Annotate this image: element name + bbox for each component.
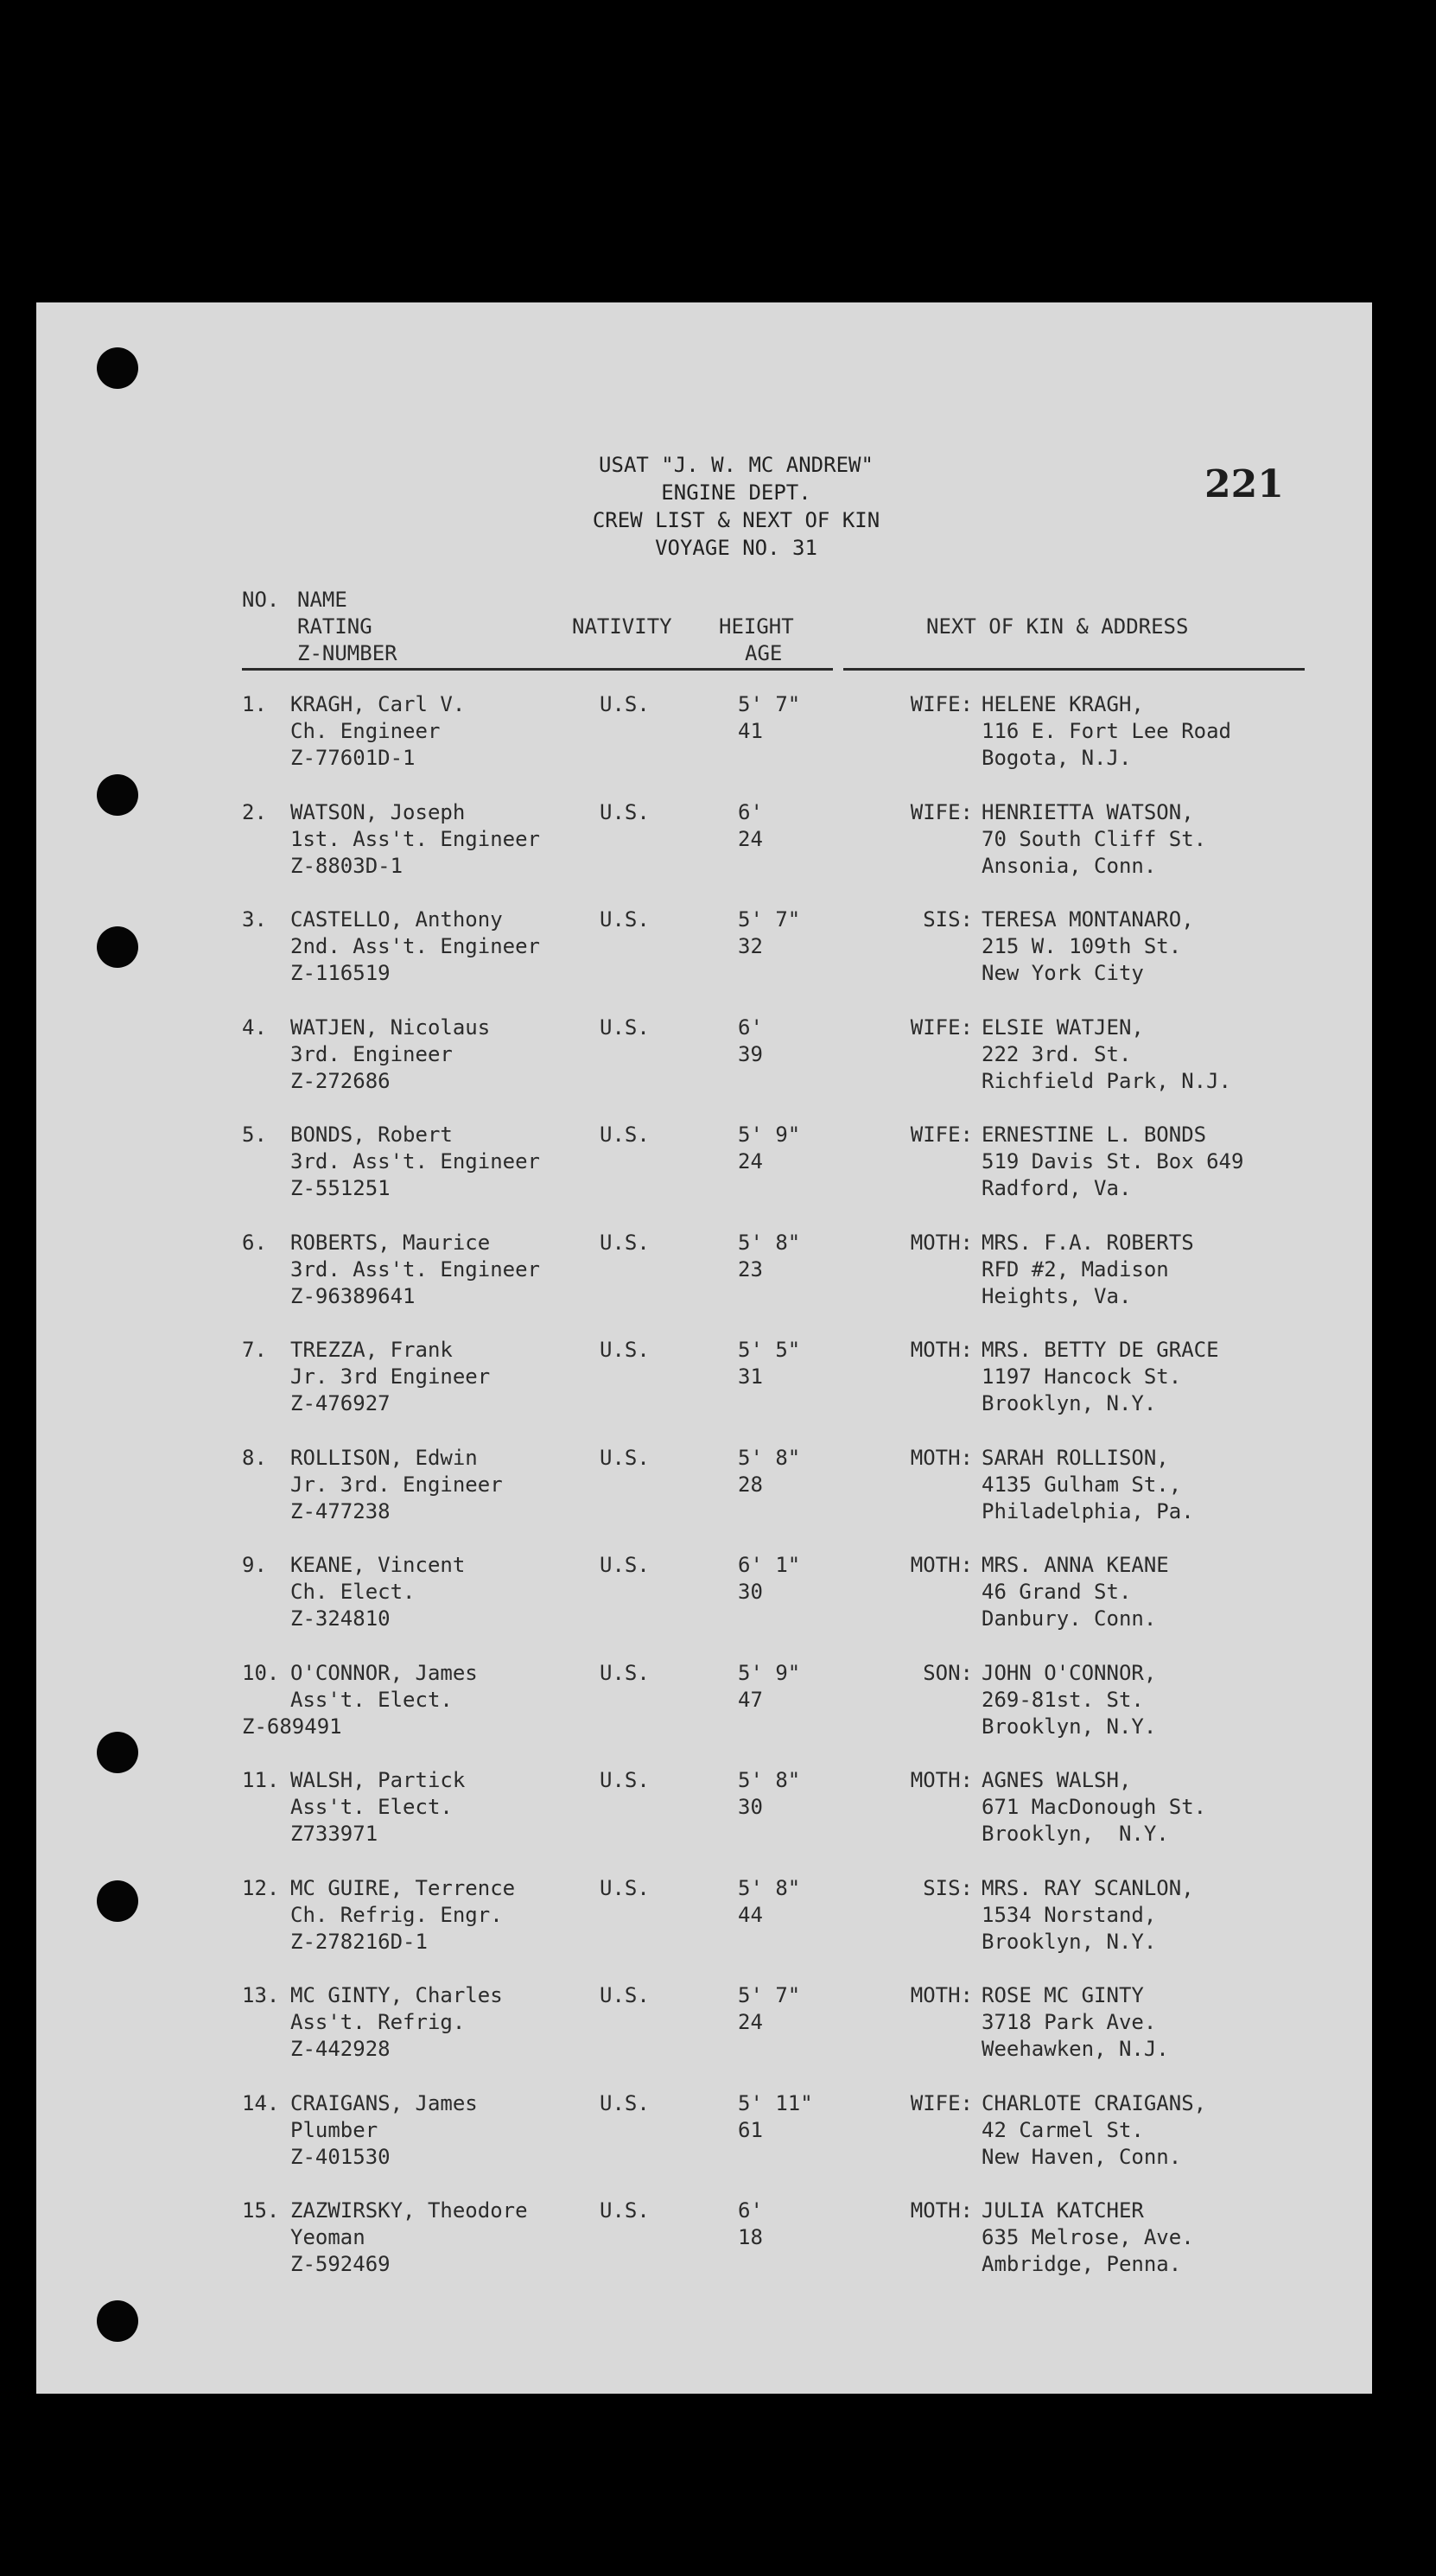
kin-name: HENRIETTA WATSON, (982, 799, 1194, 824)
kin-name: ROSE MC GINTY (982, 1983, 1144, 2007)
crew-height: 5' 8" (738, 1768, 801, 1792)
crew-height: 5' 9" (738, 1660, 801, 1685)
kin-city: Brooklyn, N.Y. (982, 1391, 1157, 1415)
entry-number: 4. (242, 1014, 267, 1040)
crew-entry (36, 1445, 1372, 1552)
kin-address-line: 70 South Cliff St. (982, 826, 1207, 851)
entry-number: 2. (242, 799, 267, 824)
crew-name: ZAZWIRSKY, Theodore (290, 2198, 528, 2223)
kin-name: AGNES WALSH, (982, 1768, 1132, 1792)
kin-name: TERESA MONTANARO, (982, 907, 1194, 932)
crew-z-number: Z-689491 (242, 1714, 342, 1739)
crew-nativity: U.S. (600, 1338, 650, 1362)
crew-nativity: U.S. (600, 1445, 650, 1470)
kin-relation: WIFE: (910, 799, 973, 824)
crew-nativity: U.S. (600, 1230, 650, 1255)
crew-z-number: Z-8803D-1 (290, 853, 403, 878)
kin-address-line: 46 Grand St. (982, 1580, 1132, 1604)
entry-number: 11. (242, 1768, 280, 1792)
entry-number: 3. (242, 907, 267, 932)
kin-name: MRS. ANNA KEANE (982, 1553, 1169, 1577)
kin-relation: WIFE: (910, 2090, 973, 2115)
crew-rating: 3rd. Ass't. Engineer (290, 1256, 540, 1282)
crew-age: 39 (738, 1041, 763, 1066)
crew-height: 6' (738, 799, 763, 824)
crew-nativity: U.S. (600, 2198, 650, 2223)
crew-height: 5' 8" (738, 1445, 801, 1470)
kin-city: Heights, Va. (982, 1283, 1132, 1308)
crew-entry (36, 799, 1372, 906)
crew-z-number: Z-477238 (290, 1498, 391, 1523)
crew-name: BONDS, Robert (290, 1123, 453, 1147)
crew-age: 18 (738, 2225, 763, 2249)
crew-z-number: Z-324810 (290, 1606, 391, 1631)
entry-number: 9. (242, 1553, 267, 1577)
kin-name: MRS. RAY SCANLON, (982, 1875, 1194, 1900)
crew-height: 5' 7" (738, 1983, 801, 2007)
entry-number: 8. (242, 1445, 267, 1470)
crew-age: 23 (738, 1256, 763, 1282)
crew-age: 30 (738, 1580, 763, 1604)
col-no-header: NO. (242, 588, 280, 612)
kin-relation: MOTH: (910, 1553, 973, 1577)
kin-address-line: 269-81st. St. (982, 1687, 1144, 1712)
crew-nativity: U.S. (600, 907, 650, 932)
crew-entry (36, 906, 1372, 1014)
header-rule-gap (833, 665, 843, 673)
crew-age: 24 (738, 826, 763, 851)
col-rating-header: RATING (297, 614, 372, 639)
crew-name: CRAIGANS, James (290, 2090, 478, 2115)
crew-age: 24 (738, 2010, 763, 2034)
crew-z-number: Z-272686 (290, 1068, 391, 1093)
kin-address-line: 635 Melrose, Ave. (982, 2225, 1194, 2249)
kin-address-line: 3718 Park Ave. (982, 2010, 1157, 2034)
crew-age: 61 (738, 2117, 763, 2142)
crew-nativity: U.S. (600, 1875, 650, 1900)
crew-age: 31 (738, 1364, 763, 1389)
crew-name: WATSON, Joseph (290, 799, 466, 824)
col-next-of-kin-header: NEXT OF KIN & ADDRESS (926, 614, 1189, 639)
crew-z-number: Z-278216D-1 (290, 1929, 428, 1954)
crew-nativity: U.S. (600, 692, 650, 716)
crew-height: 5' 11" (738, 2090, 813, 2115)
crew-height: 5' 7" (738, 692, 801, 716)
crew-z-number: Z-442928 (290, 2037, 391, 2061)
crew-entry (36, 1230, 1372, 1337)
crew-name: ROLLISON, Edwin (290, 1445, 478, 1470)
kin-city: Weehawken, N.J. (982, 2037, 1169, 2061)
kin-relation: WIFE: (910, 692, 973, 716)
crew-entry (36, 1552, 1372, 1659)
page-number: 221 (1204, 462, 1284, 506)
kin-address-line: 1534 Norstand, (982, 1902, 1157, 1927)
kin-relation: WIFE: (910, 1014, 973, 1040)
crew-z-number: Z-551251 (290, 1176, 391, 1200)
kin-relation: MOTH: (910, 1768, 973, 1792)
entry-number: 1. (242, 692, 267, 716)
kin-name: HELENE KRAGH, (982, 692, 1144, 716)
entry-number: 6. (242, 1230, 267, 1255)
crew-rating: 3rd. Ass't. Engineer (290, 1149, 540, 1174)
entry-number: 5. (242, 1123, 267, 1147)
entry-number: 15. (242, 2198, 280, 2223)
kin-relation: MOTH: (910, 1230, 973, 1255)
crew-rating: Ch. Elect. (290, 1580, 416, 1604)
entry-number: 12. (242, 1875, 280, 1900)
entry-number: 14. (242, 2090, 280, 2115)
crew-rating: Plumber (290, 2117, 378, 2142)
header-rule (242, 668, 1305, 671)
crew-name: ROBERTS, Maurice (290, 1230, 491, 1255)
kin-address-line: 215 W. 109th St. (982, 934, 1182, 958)
crew-entry (36, 1660, 1372, 1767)
crew-nativity: U.S. (600, 1983, 650, 2007)
header-department: ENGINE DEPT. (661, 480, 811, 505)
crew-height: 6' (738, 2198, 763, 2223)
kin-name: ERNESTINE L. BONDS (982, 1123, 1207, 1147)
header-list-title: CREW LIST & NEXT OF KIN (592, 508, 880, 532)
crew-z-number: Z-476927 (290, 1391, 391, 1415)
crew-nativity: U.S. (600, 1014, 650, 1040)
crew-rating: Ass't. Refrig. (290, 2010, 466, 2034)
kin-name: MRS. F.A. ROBERTS (982, 1230, 1194, 1255)
kin-city: New York City (982, 961, 1144, 985)
crew-name: WALSH, Partick (290, 1768, 466, 1792)
col-age-header: AGE (745, 641, 783, 665)
crew-height: 5' 8" (738, 1230, 801, 1255)
crew-nativity: U.S. (600, 799, 650, 824)
crew-height: 5' 8" (738, 1875, 801, 1900)
crew-name: WATJEN, Nicolaus (290, 1014, 491, 1040)
kin-name: ELSIE WATJEN, (982, 1014, 1144, 1040)
kin-relation: MOTH: (910, 1338, 973, 1362)
crew-rating: Jr. 3rd Engineer (290, 1364, 491, 1389)
kin-name: SARAH ROLLISON, (982, 1445, 1169, 1470)
kin-name: MRS. BETTY DE GRACE (982, 1338, 1219, 1362)
kin-relation: MOTH: (910, 1983, 973, 2007)
kin-city: Bogota, N.J. (982, 746, 1132, 770)
punch-hole-1 (97, 347, 138, 389)
crew-entry (36, 2090, 1372, 2198)
crew-age: 28 (738, 1472, 763, 1497)
crew-name: O'CONNOR, James (290, 1660, 478, 1685)
crew-rating: Jr. 3rd. Engineer (290, 1472, 503, 1497)
crew-name: MC GINTY, Charles (290, 1983, 503, 2007)
crew-z-number: Z-116519 (290, 961, 391, 985)
crew-entry (36, 1875, 1372, 1982)
crew-entry (36, 1122, 1372, 1229)
crew-rating: Ch. Engineer (290, 719, 441, 743)
kin-relation: SIS: (923, 907, 973, 932)
crew-entry (36, 1767, 1372, 1874)
kin-address-line: RFD #2, Madison (982, 1256, 1169, 1282)
kin-address-line: 1197 Hancock St. (982, 1364, 1182, 1389)
crew-z-number: Z733971 (290, 1822, 378, 1846)
crew-name: KEANE, Vincent (290, 1553, 466, 1577)
kin-city: Richfield Park, N.J. (982, 1068, 1231, 1093)
col-nativity-header: NATIVITY (572, 614, 672, 639)
crew-entry (36, 1337, 1372, 1444)
crew-rating: 3rd. Engineer (290, 1041, 453, 1066)
punch-hole-6 (97, 2300, 138, 2342)
crew-nativity: U.S. (600, 1768, 650, 1792)
col-height-header: HEIGHT (719, 614, 794, 639)
crew-rating: Ch. Refrig. Engr. (290, 1902, 503, 1927)
kin-city: Brooklyn, N.Y. (982, 1929, 1157, 1954)
crew-rating: Ass't. Elect. (290, 1795, 453, 1819)
crew-entry (36, 691, 1372, 798)
kin-city: Philadelphia, Pa. (982, 1498, 1194, 1523)
header-vessel: USAT "J. W. MC ANDREW" (599, 453, 874, 477)
crew-z-number: Z-592469 (290, 2252, 391, 2276)
kin-relation: SON: (923, 1660, 973, 1685)
crew-z-number: Z-77601D-1 (290, 746, 416, 770)
crew-age: 24 (738, 1149, 763, 1174)
crew-age: 32 (738, 934, 763, 958)
crew-height: 5' 9" (738, 1123, 801, 1147)
crew-rating: Ass't. Elect. (290, 1687, 453, 1712)
kin-address-line: 222 3rd. St. (982, 1041, 1132, 1066)
crew-nativity: U.S. (600, 1553, 650, 1577)
kin-city: Ansonia, Conn. (982, 853, 1157, 878)
kin-address-line: 116 E. Fort Lee Road (982, 719, 1231, 743)
crew-name: KRAGH, Carl V. (290, 692, 466, 716)
kin-relation: WIFE: (910, 1123, 973, 1147)
kin-relation: MOTH: (910, 1445, 973, 1470)
kin-name: JULIA KATCHER (982, 2198, 1144, 2223)
crew-height: 6' 1" (738, 1553, 801, 1577)
kin-name: CHARLOTE CRAIGANS, (982, 2090, 1207, 2115)
crew-nativity: U.S. (600, 1123, 650, 1147)
crew-age: 47 (738, 1687, 763, 1712)
kin-name: JOHN O'CONNOR, (982, 1660, 1157, 1685)
crew-height: 5' 5" (738, 1338, 801, 1362)
kin-city: Danbury. Conn. (982, 1606, 1157, 1631)
entry-number: 13. (242, 1983, 280, 2007)
crew-rating: 1st. Ass't. Engineer (290, 826, 540, 851)
document-page (36, 302, 1372, 2394)
crew-age: 30 (738, 1795, 763, 1819)
crew-height: 5' 7" (738, 907, 801, 932)
crew-entry (36, 1014, 1372, 1122)
kin-address-line: 519 Davis St. Box 649 (982, 1149, 1244, 1174)
kin-city: Radford, Va. (982, 1176, 1132, 1200)
kin-city: Brooklyn, N.Y. (982, 1714, 1157, 1739)
crew-name: CASTELLO, Anthony (290, 907, 503, 932)
crew-z-number: Z-401530 (290, 2144, 391, 2169)
kin-address-line: 42 Carmel St. (982, 2117, 1144, 2142)
crew-name: MC GUIRE, Terrence (290, 1875, 516, 1900)
kin-city: Brooklyn, N.Y. (982, 1822, 1169, 1846)
crew-height: 6' (738, 1014, 763, 1040)
crew-name: TREZZA, Frank (290, 1338, 453, 1362)
crew-age: 44 (738, 1902, 763, 1927)
entry-number: 10. (242, 1660, 280, 1685)
kin-city: Ambridge, Penna. (982, 2252, 1182, 2276)
kin-relation: SIS: (923, 1875, 973, 1900)
kin-city: New Haven, Conn. (982, 2144, 1182, 2169)
header-voyage: VOYAGE NO. 31 (655, 536, 817, 560)
crew-z-number: Z-96389641 (290, 1283, 416, 1308)
col-znumber-header: Z-NUMBER (297, 641, 397, 665)
kin-address-line: 4135 Gulham St., (982, 1472, 1182, 1497)
kin-relation: MOTH: (910, 2198, 973, 2223)
crew-rating: Yeoman (290, 2225, 365, 2249)
crew-rating: 2nd. Ass't. Engineer (290, 934, 540, 958)
crew-entry (36, 2198, 1372, 2305)
crew-nativity: U.S. (600, 1660, 650, 1685)
crew-age: 41 (738, 719, 763, 743)
crew-entry (36, 1982, 1372, 2089)
entry-number: 7. (242, 1338, 267, 1362)
kin-address-line: 671 MacDonough St. (982, 1795, 1207, 1819)
col-name-header: NAME (297, 588, 347, 612)
crew-nativity: U.S. (600, 2090, 650, 2115)
